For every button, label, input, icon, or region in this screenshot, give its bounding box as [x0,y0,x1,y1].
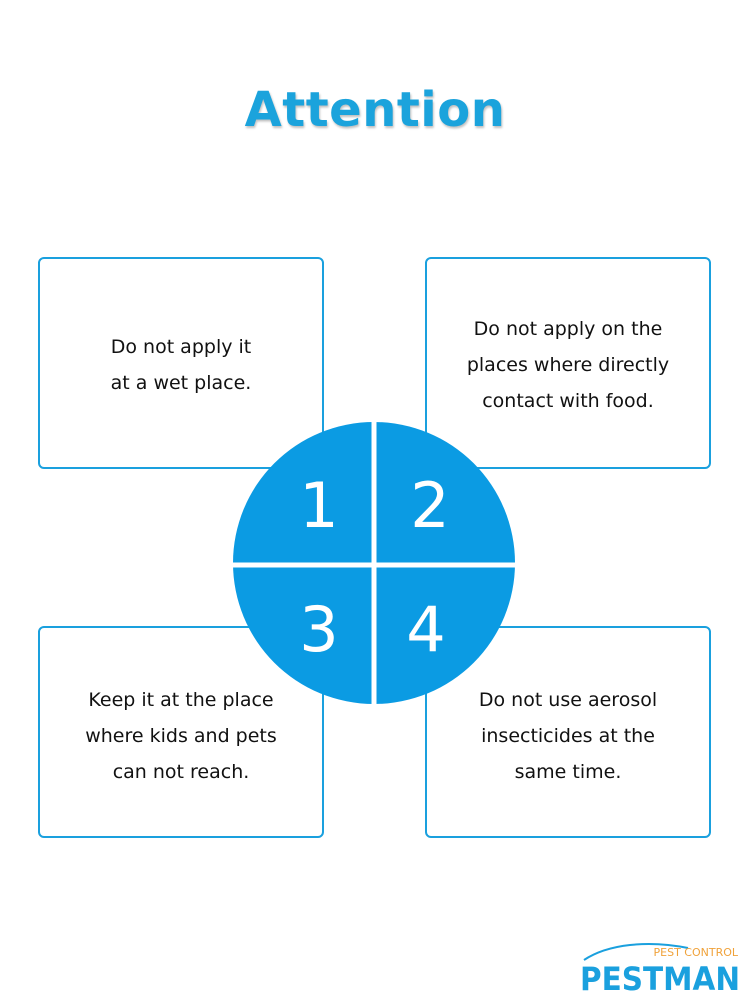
tip-text-2: Do not apply on the places where directly contact with food. [466,318,670,412]
tip-text-3: Keep it at the place where kids and pets can not reach. [85,689,277,783]
page-title: Attention [244,82,506,138]
number-1: 1 [299,469,339,542]
number-4: 4 [406,593,446,666]
tip-text-1: Do not apply it at a wet place. [110,336,252,394]
pestman-logo [578,940,744,996]
logo-brand: PESTMAN [580,960,740,996]
numbered-circle [232,421,516,705]
number-3: 3 [299,593,339,666]
number-2: 2 [410,469,450,542]
logo-tagline: PEST CONTROL [653,946,738,959]
tip-text-4: Do not use aerosol insecticides at the same time. [478,689,658,783]
